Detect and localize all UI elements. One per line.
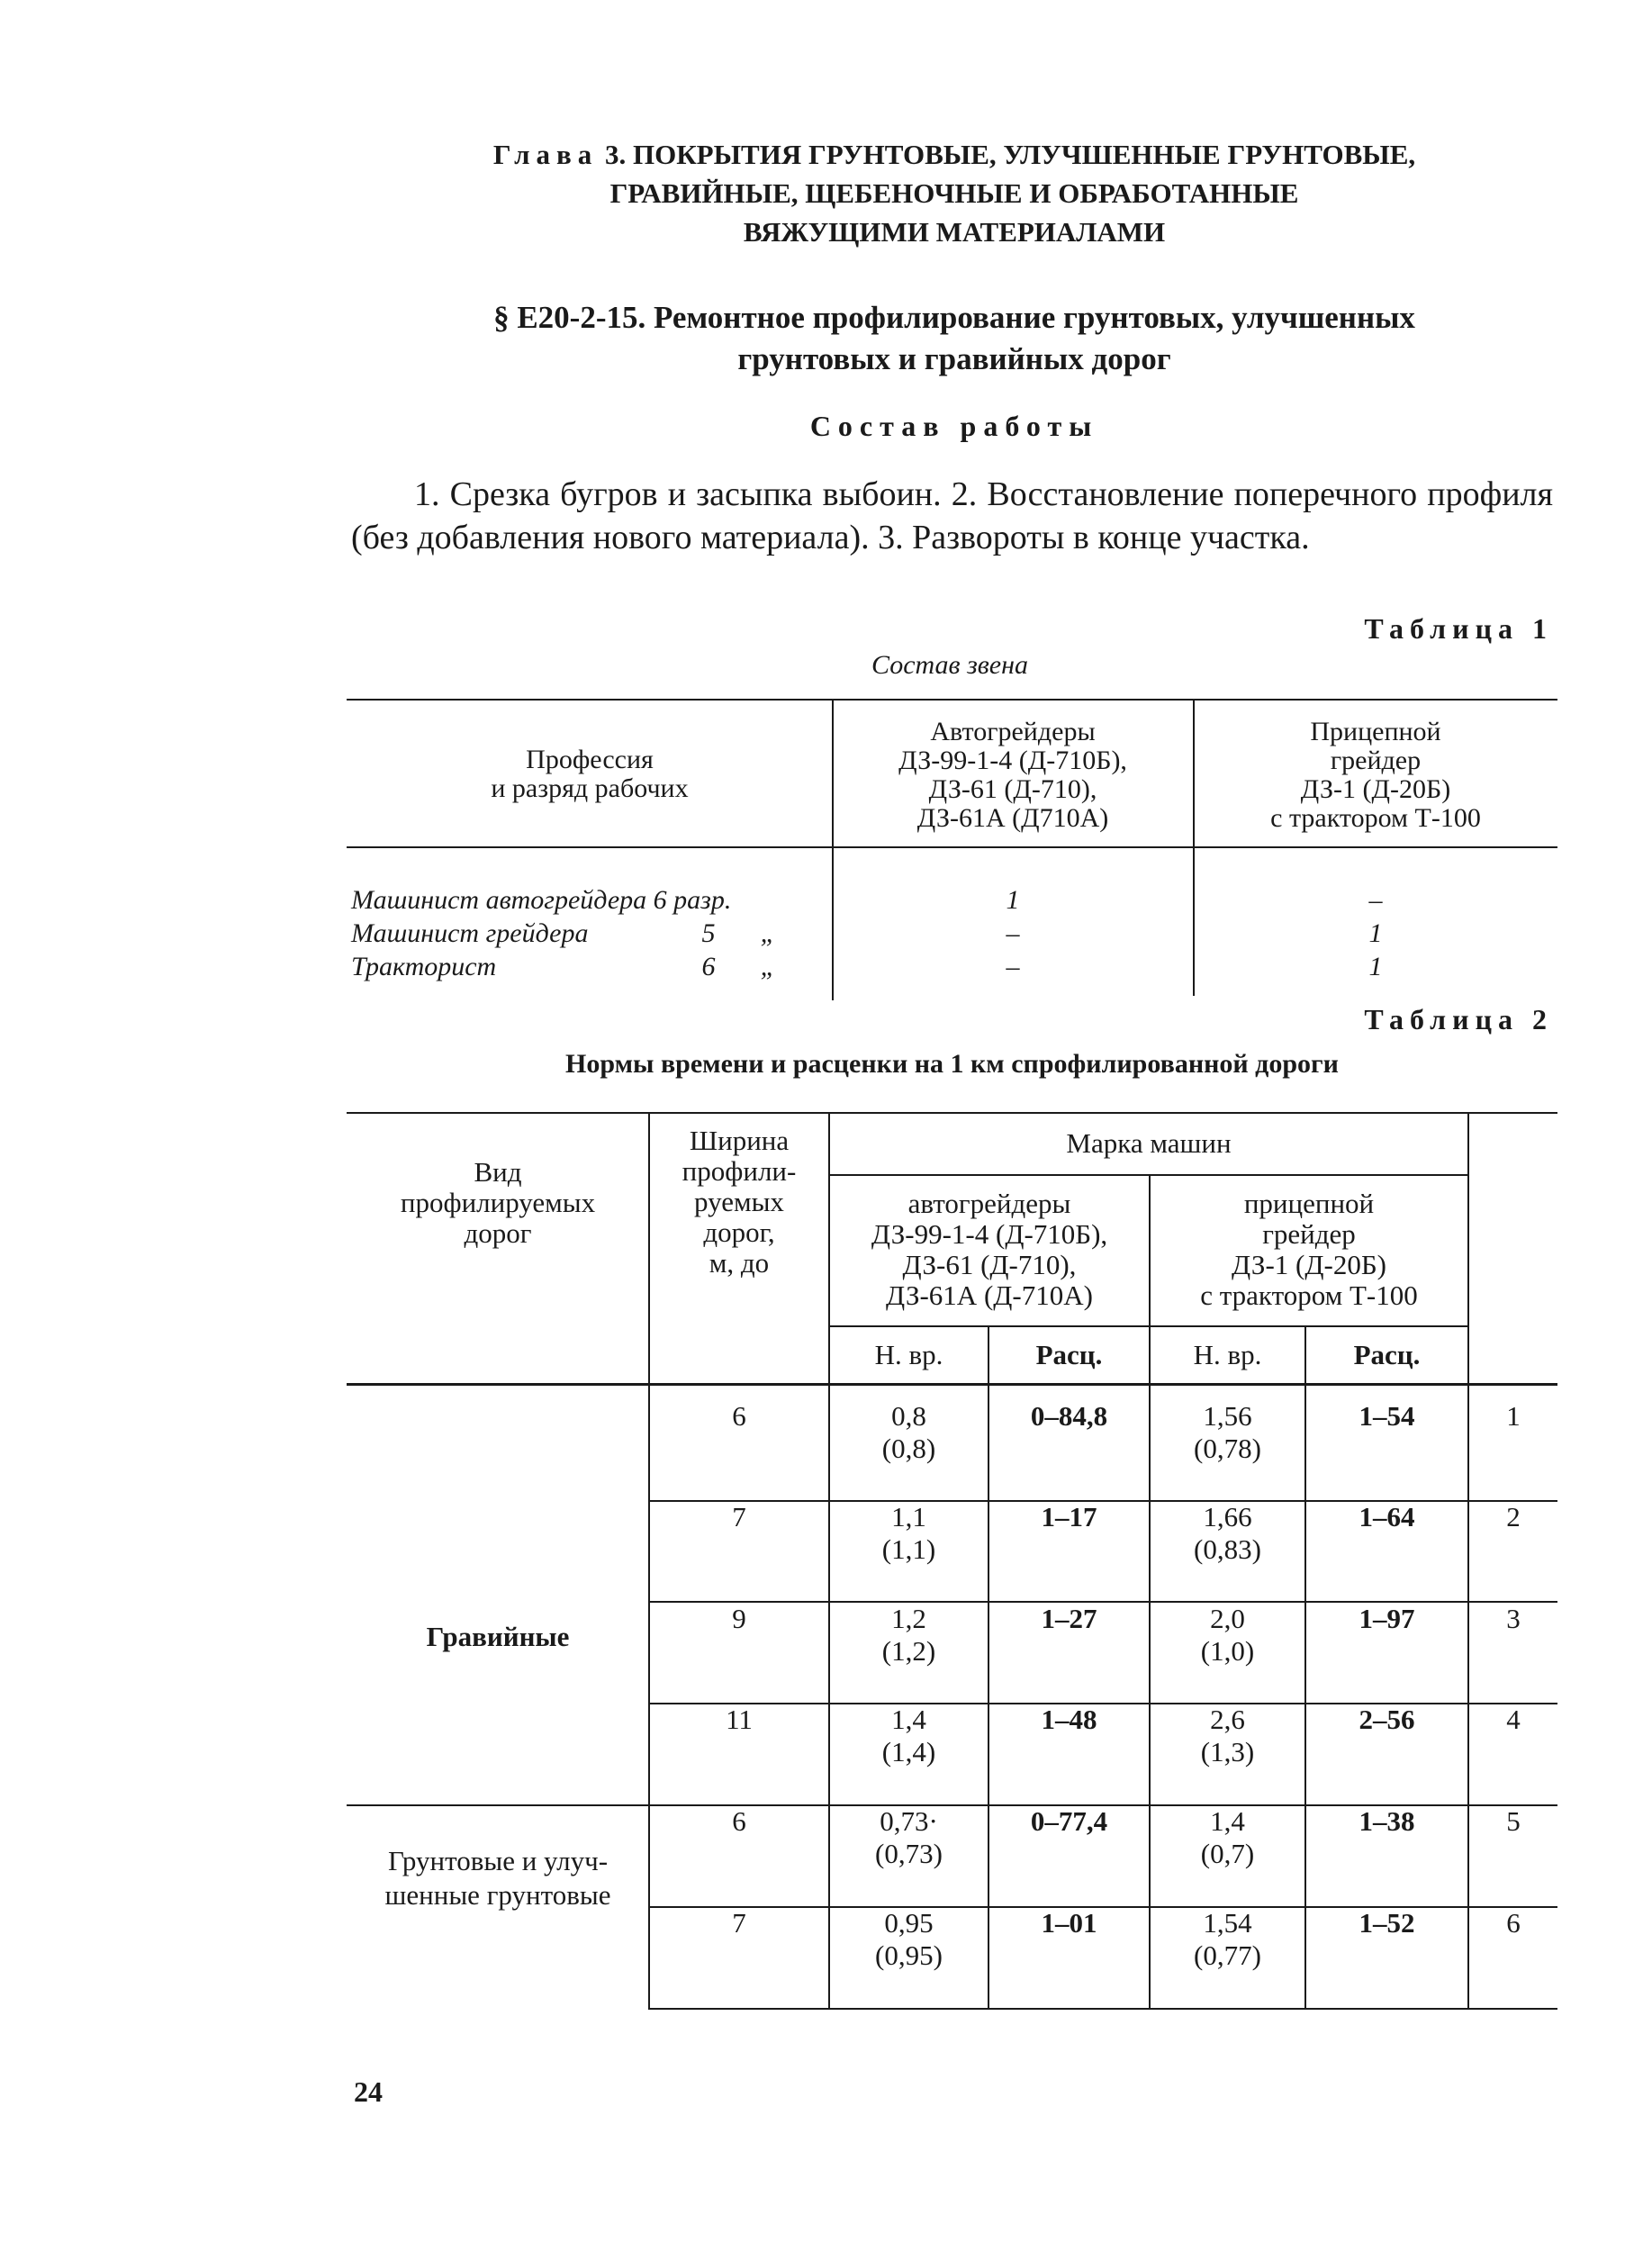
t1-row3-graders: –	[1006, 952, 1020, 981]
table1-caption: Таблица 1	[1364, 612, 1553, 645]
t2-cell-g-rasc: 0–84,8	[1030, 1400, 1108, 1432]
t2-group-earth-l1: Грунтовые и улуч-	[387, 1845, 609, 1876]
t2-header-width-l5: м, до	[709, 1247, 770, 1279]
t2-cell-g-nvr-line: 1,4	[891, 1704, 926, 1735]
work-description: 1. Срезка бугров и засыпка выбоин. 2. Восстановление поперечного профиля (без добавления нового материала). 3. Развороты в конце участка.	[351, 475, 1553, 556]
t2-cell-g-rasc: 1–01	[1041, 1907, 1097, 1939]
t1-row2-graders: –	[1006, 918, 1020, 948]
t2-header-road-type	[349, 1157, 646, 1249]
t2-cell-t-nvr	[1151, 1501, 1304, 1566]
t2-cell-t-nvr-line: 1,66	[1203, 1501, 1252, 1532]
t2-cell-num: 4	[1506, 1704, 1521, 1735]
t2-cell-g-nvr	[830, 1704, 988, 1768]
t2-cell-width: 7	[732, 1501, 746, 1532]
t2-cell-t-nvr	[1151, 1907, 1304, 1972]
t2-cell-t-rasc: 1–64	[1359, 1501, 1415, 1532]
t2-header-g-rasc: Расц.	[1035, 1339, 1103, 1370]
t1-row2-grade: 5	[701, 918, 716, 948]
t2-cell-g-nvr-line: (1,1)	[881, 1533, 936, 1565]
t2-cell-num: 3	[1506, 1603, 1521, 1634]
t1-header-graders	[834, 718, 1192, 833]
t1-header-graders-l3: ДЗ-61 (Д-710),	[928, 774, 1097, 804]
t2-cell-g-nvr	[830, 1400, 988, 1465]
t2-header-road-type-l1: Вид	[474, 1156, 522, 1188]
t2-cell-g-nvr-line: (0,95)	[875, 1939, 943, 1971]
t2-cell-t-rasc: 1–97	[1359, 1603, 1415, 1634]
t2-cell-t-nvr	[1151, 1704, 1304, 1768]
t2-cell-g-nvr-line: 0,8	[891, 1400, 926, 1432]
t2-header-width-l3: руемых	[694, 1186, 784, 1217]
t2-header-graders-l1: автогрейдеры	[907, 1188, 1071, 1219]
t2-cell-g-rasc: 1–17	[1041, 1501, 1097, 1532]
t2-cell-g-nvr-line: 1,1	[891, 1501, 926, 1532]
t2-cell-t-nvr-line: 2,0	[1210, 1603, 1245, 1634]
t2-cell-t-nvr-line: (0,77)	[1194, 1939, 1261, 1971]
work-heading: Состав работы	[809, 410, 1099, 442]
t2-cell-t-rasc: 1–54	[1359, 1400, 1415, 1432]
t2-cell-t-nvr-line: (0,78)	[1194, 1433, 1261, 1464]
t2-header-graders-l2: ДЗ-99-1-4 (Д-710Б),	[871, 1218, 1108, 1250]
t2-header-t-nvr: Н. вр.	[1193, 1339, 1262, 1370]
t2-header-width-l4: дорог,	[703, 1216, 775, 1248]
t2-cell-t-nvr-line: 1,56	[1203, 1400, 1252, 1432]
t2-header-width-l2: профили-	[682, 1155, 797, 1187]
t2-header-road-type-l3: дорог	[464, 1217, 532, 1249]
section-title-line-2: грунтовых и гравийных дорог	[737, 341, 1171, 376]
t2-cell-num: 2	[1506, 1501, 1521, 1532]
table2-title: Нормы времени и расценки на 1 км спрофилированной дороги	[565, 1049, 1339, 1079]
t2-cell-g-nvr-line: 1,2	[891, 1603, 926, 1634]
t1-row3-ditto: „	[760, 952, 776, 981]
chapter-line-2: ГРАВИЙНЫЕ, ЩЕБЕНОЧНЫЕ И ОБРАБОТАННЫЕ	[609, 177, 1299, 209]
t2-group-earth-l2: шенные грунтовые	[384, 1879, 611, 1911]
t2-cell-g-rasc: 1–27	[1041, 1603, 1097, 1634]
t2-header-graders-l4: ДЗ-61А (Д-710А)	[886, 1279, 1093, 1311]
t2-cell-g-nvr-line: (0,73)	[875, 1838, 943, 1869]
t1-row1-trailer: –	[1368, 885, 1383, 915]
t2-cell-t-rasc: 2–56	[1359, 1704, 1415, 1735]
chapter-line-3: ВЯЖУЩИМИ МАТЕРИАЛАМИ	[743, 216, 1166, 248]
t2-header-graders-l3: ДЗ-61 (Д-710),	[902, 1249, 1077, 1280]
t2-header-trailer-l2: грейдер	[1262, 1218, 1356, 1250]
t2-cell-num: 1	[1506, 1400, 1521, 1432]
t2-cell-g-nvr-line: 0,95	[884, 1907, 934, 1939]
t2-group-earth	[349, 1844, 646, 1912]
t2-header-width-l1: Ширина	[689, 1125, 790, 1156]
t1-row1-graders: 1	[1006, 885, 1020, 915]
t2-cell-g-nvr-line: (1,2)	[881, 1635, 936, 1667]
t1-row2-profession: Машинист грейдера	[351, 918, 589, 948]
t1-row3-trailer: 1	[1368, 952, 1383, 981]
t1-header-graders-l2: ДЗ-99-1-4 (Д-710Б),	[898, 746, 1127, 775]
t2-cell-g-nvr	[830, 1603, 988, 1668]
t2-cell-g-nvr-line: (0,8)	[881, 1433, 936, 1464]
t1-row3-grade: 6	[701, 952, 716, 981]
t2-cell-t-nvr	[1151, 1400, 1304, 1465]
t2-header-g-nvr: Н. вр.	[874, 1339, 943, 1370]
table1-subtitle: Состав звена	[871, 650, 1028, 680]
t1-header-graders-l1: Автогрейдеры	[930, 717, 1096, 746]
t1-header-profession-l1: Профессия	[526, 745, 654, 774]
t2-cell-num: 6	[1506, 1907, 1521, 1939]
t2-header-trailer-l3: ДЗ-1 (Д-20Б)	[1232, 1249, 1386, 1280]
chapter-prefix: Глава	[492, 139, 599, 170]
section-title-line-1: § Е20-2-15. Ремонтное профилирование грунтовых, улучшенных	[493, 300, 1415, 335]
t2-header-width	[650, 1126, 828, 1279]
t1-header-trailer-l4: с трактором Т-100	[1270, 803, 1481, 833]
t2-cell-width: 6	[732, 1400, 746, 1432]
t1-header-trailer-l1: Прицепной	[1310, 717, 1441, 746]
t2-cell-width: 7	[732, 1907, 746, 1939]
t2-header-t-rasc: Расц.	[1353, 1339, 1421, 1370]
t2-cell-g-nvr	[830, 1907, 988, 1972]
t1-row2-ditto: „	[760, 918, 776, 948]
t1-header-trailer-l3: ДЗ-1 (Д-20Б)	[1300, 774, 1451, 804]
section-title	[342, 297, 1566, 380]
t1-header-trailer-l2: грейдер	[1330, 746, 1422, 775]
t2-cell-g-nvr	[830, 1805, 988, 1870]
t2-cell-g-nvr	[830, 1501, 988, 1566]
t2-cell-t-nvr-line: (0,7)	[1200, 1838, 1255, 1869]
t2-header-graders	[830, 1189, 1149, 1311]
t2-cell-t-rasc: 1–52	[1359, 1907, 1415, 1939]
t1-row3-profession: Тракторист	[351, 952, 497, 981]
t2-cell-g-nvr-line: 0,73·	[880, 1805, 938, 1837]
t1-header-trailer	[1196, 718, 1556, 833]
t2-header-trailer-l1: прицепной	[1243, 1188, 1375, 1219]
t2-header-trailer	[1151, 1189, 1467, 1311]
t2-cell-g-rasc: 0–77,4	[1030, 1805, 1108, 1837]
t2-cell-t-nvr-line: 1,54	[1203, 1907, 1252, 1939]
table2-caption: Таблица 2	[1364, 1003, 1553, 1035]
t1-header-graders-l4: ДЗ-61А (Д710А)	[916, 803, 1109, 833]
t2-cell-width: 6	[732, 1805, 746, 1837]
t1-row1-profession: Машинист автогрейдера 6 разр.	[351, 885, 732, 915]
t2-cell-width: 11	[726, 1704, 753, 1735]
chapter-line-1: 3. ПОКРЫТИЯ ГРУНТОВЫЕ, УЛУЧШЕННЫЕ ГРУНТОВЫЕ,	[598, 139, 1416, 170]
t2-cell-g-rasc: 1–48	[1041, 1704, 1097, 1735]
t1-header-profession	[351, 746, 828, 803]
t2-cell-t-rasc: 1–38	[1359, 1805, 1415, 1837]
t2-header-trailer-l4: с трактором Т-100	[1200, 1279, 1418, 1311]
t2-cell-num: 5	[1506, 1805, 1521, 1837]
t2-cell-g-nvr-line: (1,4)	[881, 1736, 936, 1767]
t1-header-profession-l2: и разряд рабочих	[491, 773, 689, 803]
t2-header-brand: Марка машин	[1066, 1127, 1232, 1159]
t2-group-gravel: Гравийные	[426, 1621, 570, 1652]
t2-cell-t-nvr-line: 1,4	[1210, 1805, 1245, 1837]
t2-cell-t-nvr-line: (0,83)	[1194, 1533, 1261, 1565]
t2-cell-t-nvr-line: 2,6	[1210, 1704, 1245, 1735]
t2-cell-t-nvr	[1151, 1805, 1304, 1870]
chapter-heading	[342, 135, 1566, 251]
page-number: 24	[354, 2075, 383, 2108]
t2-cell-t-nvr-line: (1,0)	[1200, 1635, 1255, 1667]
t2-cell-t-nvr	[1151, 1603, 1304, 1668]
t2-cell-width: 9	[732, 1603, 746, 1634]
t2-header-road-type-l2: профилируемых	[400, 1187, 596, 1218]
t2-cell-t-nvr-line: (1,3)	[1200, 1736, 1255, 1767]
t1-row2-trailer: 1	[1368, 918, 1383, 948]
